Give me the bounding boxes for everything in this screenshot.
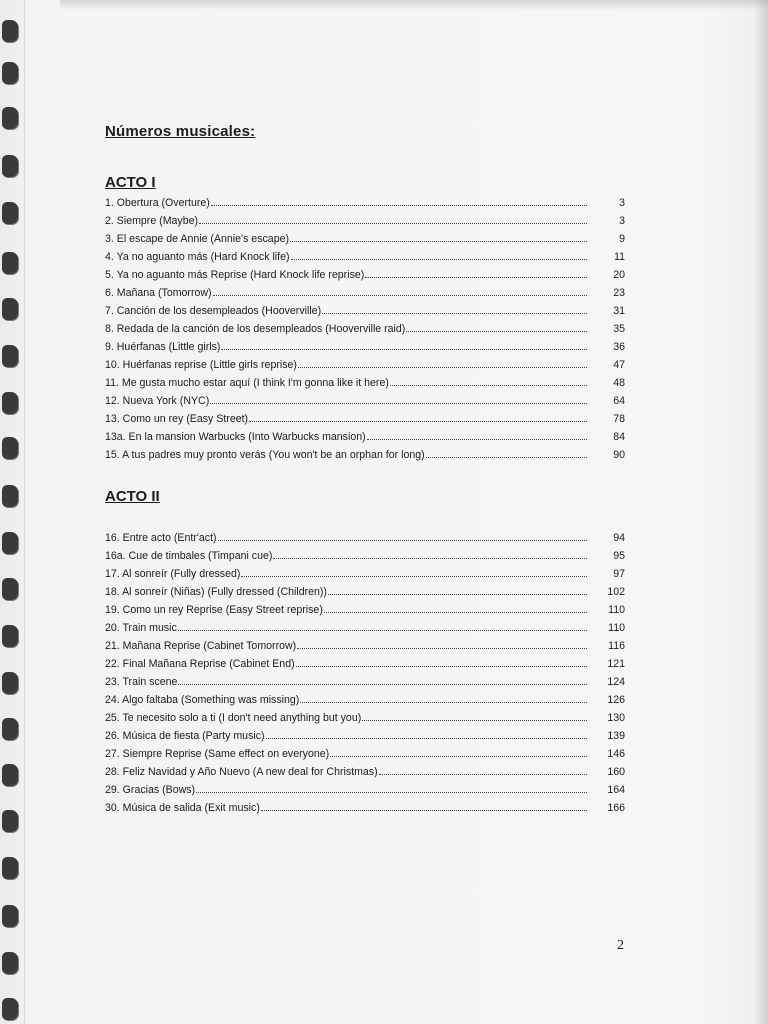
toc-leader-dots	[178, 618, 587, 631]
toc-entry-page: 3	[619, 197, 625, 209]
toc-entry	[105, 193, 625, 211]
toc-entry-title: 9. Huérfanas (Little girls)	[105, 341, 221, 353]
binding-hole	[2, 107, 18, 129]
toc-entry-page: 110	[608, 622, 625, 634]
toc-leader-dots	[241, 564, 587, 577]
toc-entry-title: 5. Ya no aguanto más Reprise (Hard Knock life reprise)	[105, 269, 365, 281]
toc-leader-dots	[426, 445, 587, 458]
toc-entry-title: 17. Al sonreír (Fully dressed)	[105, 568, 241, 580]
binding-hole	[2, 392, 18, 414]
binding-hole	[2, 764, 18, 786]
toc-entry-title: 16. Entre acto (Entr'act)	[105, 532, 217, 544]
toc-leader-dots	[328, 582, 587, 595]
toc-entry	[105, 726, 625, 744]
toc-leader-dots	[273, 546, 587, 559]
toc-entry	[105, 762, 625, 780]
toc-entry-page: 130	[607, 712, 625, 724]
toc-entry-title: 28. Feliz Navidad y Año Nuevo (A new deal for Christmas)	[105, 766, 378, 778]
binding-divider	[24, 0, 25, 1024]
toc-entry	[105, 211, 625, 229]
toc-entry-page: 146	[607, 748, 625, 760]
toc-entry-title: 3. El escape de Annie (Annie's escape)	[105, 233, 289, 245]
toc-leader-dots	[300, 690, 587, 703]
toc-entry-title: 26. Música de fiesta (Party music)	[105, 730, 265, 742]
toc-leader-dots	[365, 265, 587, 278]
toc-entry-title: 30. Música de salida (Exit music)	[105, 802, 260, 814]
toc-entry	[105, 618, 625, 636]
act-2-title: ACTO II	[105, 488, 160, 505]
toc-entry-title: 1. Obertura (Overture)	[105, 197, 210, 209]
toc-entry-title: 11. Me gusta mucho estar aquí (I think I'm gonna like it here)	[105, 377, 389, 389]
act-1-title: ACTO I	[105, 174, 156, 191]
toc-leader-dots	[298, 355, 587, 368]
toc-entry-page: 35	[613, 323, 625, 335]
toc-entry-page: 36	[613, 341, 625, 353]
toc-entry	[105, 672, 625, 690]
toc-entry-title: 10. Huérfanas reprise (Little girls reprise)	[105, 359, 297, 371]
binding-hole	[2, 952, 18, 974]
toc-entry-title: 21. Mañana Reprise (Cabinet Tomorrow)	[105, 640, 297, 652]
toc-entry	[105, 564, 625, 582]
toc-entry-page: 95	[613, 550, 625, 562]
toc-leader-dots	[210, 391, 587, 404]
page-heading: Números musicales:	[105, 123, 256, 140]
toc-entry-title: 24. Algo faltaba (Something was missing)	[105, 694, 300, 706]
toc-entry-page: 78	[613, 413, 625, 425]
binding-hole	[2, 625, 18, 647]
toc-entry-page: 110	[608, 604, 625, 616]
toc-leader-dots	[213, 283, 587, 296]
toc-entry-title: 16a. Cue de timbales (Timpani cue)	[105, 550, 273, 562]
toc-entry-page: 121	[607, 658, 625, 670]
binding-hole	[2, 345, 18, 367]
toc-entry-title: 2. Siempre (Maybe)	[105, 215, 199, 227]
toc-leader-dots	[390, 373, 587, 386]
toc-entry	[105, 409, 625, 427]
toc-entry-page: 102	[607, 586, 625, 598]
toc-leader-dots	[324, 600, 587, 613]
toc-entry-page: 3	[619, 215, 625, 227]
toc-entry-page: 166	[607, 802, 625, 814]
toc-entry-title: 23. Train scene	[105, 676, 178, 688]
toc-entry	[105, 528, 625, 546]
scan-shadow	[60, 0, 768, 10]
toc-entry-title: 13. Como un rey (Easy Street)	[105, 413, 249, 425]
toc-entry-title: 18. Al sonreír (Niñas) (Fully dressed (Children))	[105, 586, 327, 598]
toc-entry	[105, 427, 625, 445]
binding-hole	[2, 578, 18, 600]
toc-entry-page: 139	[607, 730, 625, 742]
toc-leader-dots	[297, 636, 587, 649]
toc-entry	[105, 337, 625, 355]
toc-leader-dots	[261, 798, 587, 811]
toc-entry-title: 4. Ya no aguanto más (Hard Knock life)	[105, 251, 290, 263]
toc-leader-dots	[218, 528, 587, 541]
toc-entry-page: 126	[607, 694, 625, 706]
binding-hole	[2, 202, 18, 224]
toc-entry	[105, 373, 625, 391]
toc-entry	[105, 744, 625, 762]
binding-hole	[2, 532, 18, 554]
toc-entry	[105, 445, 625, 463]
toc-entry	[105, 391, 625, 409]
toc-entry-page: 47	[613, 359, 625, 371]
toc-leader-dots	[379, 762, 587, 775]
toc-leader-dots	[221, 337, 587, 350]
binding-hole	[2, 437, 18, 459]
toc-entry	[105, 546, 625, 564]
toc-entry	[105, 690, 625, 708]
toc-entry	[105, 283, 625, 301]
act-1-list	[105, 193, 625, 463]
toc-leader-dots	[196, 780, 587, 793]
toc-leader-dots	[290, 229, 587, 242]
binding-holes	[0, 0, 30, 1024]
binding-hole	[2, 672, 18, 694]
toc-entry-page: 124	[607, 676, 625, 688]
toc-entry	[105, 636, 625, 654]
toc-entry-title: 7. Canción de los desempleados (Hooverville)	[105, 305, 322, 317]
binding-hole	[2, 998, 18, 1020]
toc-leader-dots	[291, 247, 587, 260]
toc-entry-page: 20	[613, 269, 625, 281]
toc-entry	[105, 600, 625, 618]
binding-hole	[2, 252, 18, 274]
toc-entry	[105, 319, 625, 337]
toc-entry-page: 48	[613, 377, 625, 389]
toc-entry-page: 97	[613, 568, 625, 580]
binding-hole	[2, 485, 18, 507]
toc-entry-page: 23	[613, 287, 625, 299]
toc-entry-page: 116	[608, 640, 625, 652]
toc-entry	[105, 798, 625, 816]
toc-entry-title: 8. Redada de la canción de los desempleados (Hooverville raid)	[105, 323, 406, 335]
toc-leader-dots	[266, 726, 587, 739]
toc-entry-page: 11	[614, 251, 625, 263]
toc-entry-title: 12. Nueva York (NYC)	[105, 395, 210, 407]
binding-hole	[2, 20, 18, 42]
toc-entry-title: 13a. En la mansion Warbucks (Into Warbucks mansion)	[105, 431, 366, 443]
toc-entry	[105, 582, 625, 600]
toc-entry	[105, 708, 625, 726]
toc-leader-dots	[249, 409, 587, 422]
binding-hole	[2, 810, 18, 832]
toc-entry-title: 29. Gracias (Bows)	[105, 784, 196, 796]
toc-leader-dots	[367, 427, 587, 440]
toc-entry	[105, 355, 625, 373]
toc-leader-dots	[211, 193, 587, 206]
toc-entry-title: 25. Te necesito solo a ti (I don't need anything but you)	[105, 712, 362, 724]
toc-leader-dots	[296, 654, 587, 667]
toc-leader-dots	[199, 211, 587, 224]
toc-entry-page: 164	[607, 784, 625, 796]
toc-entry	[105, 247, 625, 265]
toc-leader-dots	[362, 708, 587, 721]
toc-entry	[105, 229, 625, 247]
toc-entry	[105, 780, 625, 798]
toc-leader-dots	[406, 319, 587, 332]
toc-entry-page: 84	[613, 431, 625, 443]
toc-entry-title: 6. Mañana (Tomorrow)	[105, 287, 212, 299]
toc-leader-dots	[330, 744, 587, 757]
toc-entry-title: 19. Como un rey Reprise (Easy Street reprise)	[105, 604, 323, 616]
toc-entry-page: 90	[613, 449, 625, 461]
toc-entry-title: 20. Train music	[105, 622, 177, 634]
toc-leader-dots	[322, 301, 587, 314]
page-number: 2	[617, 938, 624, 953]
binding-hole	[2, 298, 18, 320]
toc-entry	[105, 301, 625, 319]
toc-entry-page: 94	[613, 532, 625, 544]
toc-entry-page: 64	[613, 395, 625, 407]
binding-hole	[2, 905, 18, 927]
toc-entry-title: 22. Final Mañana Reprise (Cabinet End)	[105, 658, 295, 670]
binding-hole	[2, 857, 18, 879]
toc-entry-page: 9	[619, 233, 625, 245]
binding-hole	[2, 718, 18, 740]
toc-entry	[105, 265, 625, 283]
toc-entry-page: 31	[613, 305, 625, 317]
toc-entry-page: 160	[607, 766, 625, 778]
binding-hole	[2, 155, 18, 177]
toc-entry	[105, 654, 625, 672]
act-2-list	[105, 528, 625, 816]
toc-leader-dots	[178, 672, 587, 685]
page-edge	[754, 0, 768, 1024]
binding-hole	[2, 62, 18, 84]
toc-entry-title: 27. Siempre Reprise (Same effect on everyone)	[105, 748, 330, 760]
toc-entry-title: 15. A tus padres muy pronto verás (You won't be an orphan for long)	[105, 449, 425, 461]
